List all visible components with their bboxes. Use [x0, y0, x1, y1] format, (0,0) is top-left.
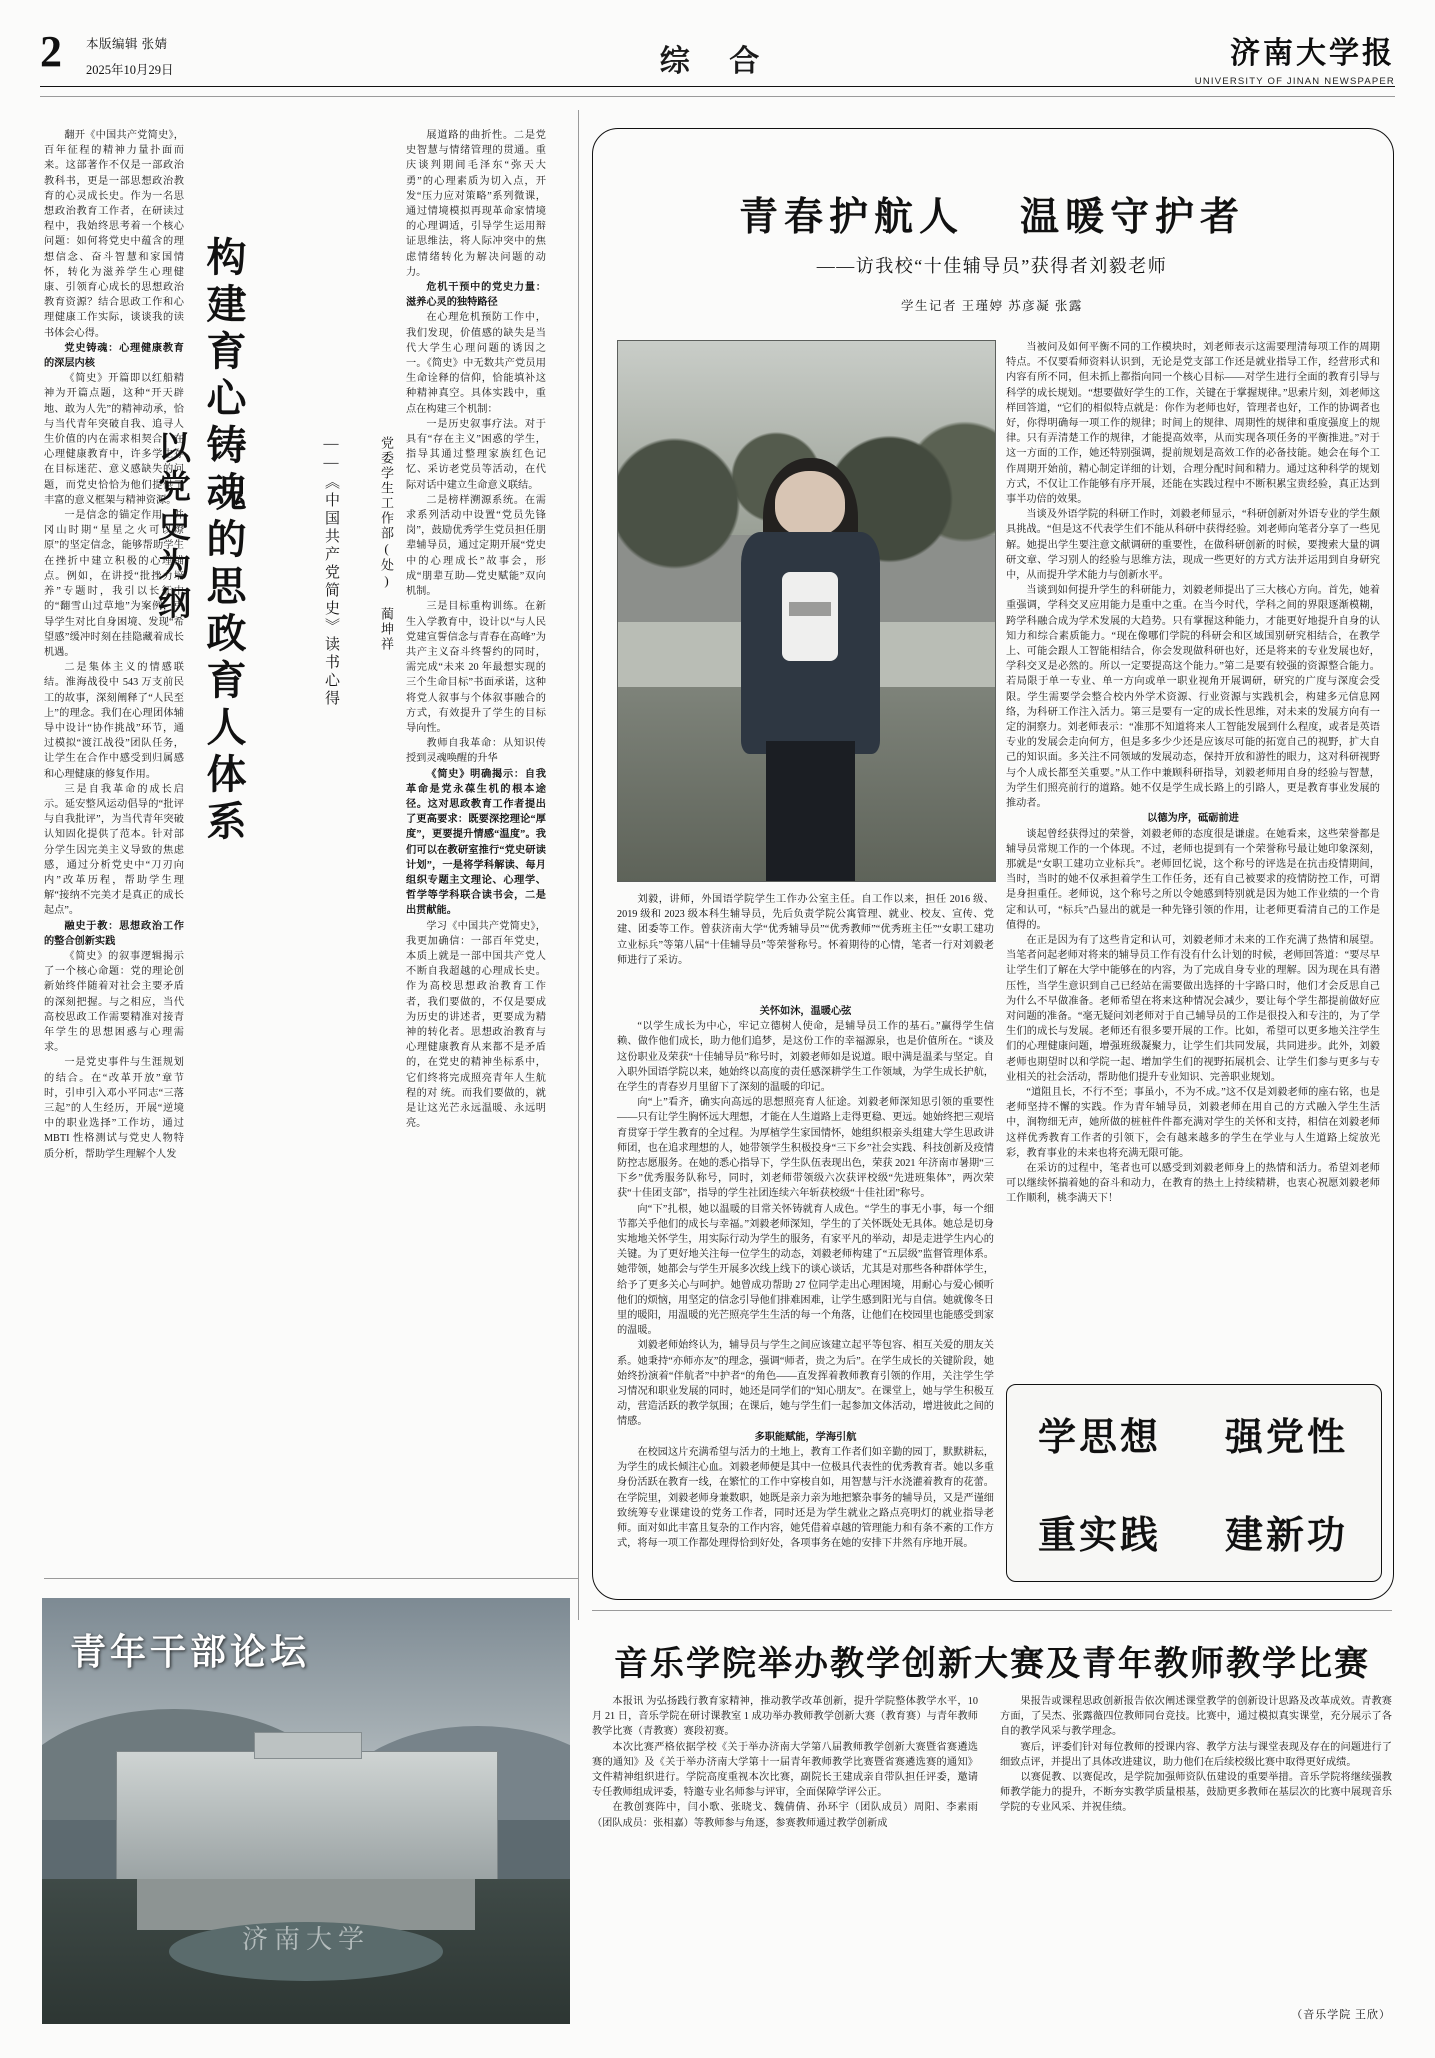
paragraph: “以学生成长为中心，牢记立德树人使命，是辅导员工作的基石。”赢得学生信赖、做作他们成长，助力他们追梦，是这份工作的幸福源泉，也是价值所在。“谈及这份职业及荣获“十佳辅导员”称号时，刘毅老师如是说道。眼中满是温柔与坚定。自入职外国语学院以来，她始终以高度的责任感深耕学生工作领域，为学生成长护航，在学生的青春岁月里留下了深刻的温暖的印记。: [617, 1021, 994, 1094]
paragraph: 一是信念的锚定作用。并冈山时期“星星之火可以燎原”的坚定信念，能够帮助学生在挫折中建立积极的心理锚点。例如，在讲授“批挫力培养”专题时，我引以长征中的“翻雪山过草地”为案例，引导学生对比自身困境、发现“希望感”缓冲时刻在挂隐藏着成长机遇。: [44, 510, 184, 658]
music-article-column-1: [592, 1694, 978, 1994]
paragraph: 学习《中国共产党简史》，我更加确信：一部百年党史，本质上就是一部中国共产党人不断自我超越的心理成长史。作为高校思想政治教育工作者，我们要做的，不仅是要成为历史的讲述者，更要成为精神的转化者。思想政治教育与心理健康教育从来都不是矛盾的，在党史的精神坐标系中，它们终将完成照亮青年人生航程的对 统。而我们要做的，就是让这光芒永远温暖、永远明亮。: [406, 920, 546, 1130]
feature-column-2: [1006, 340, 1380, 1372]
paragraph: 一是历史叙事疗法。对于具有“存在主义”困惑的学生，指导其通过整理家族红色记忆、采访老党员等活动，在代际对话中建立生命意义联结。: [406, 418, 546, 491]
paragraph: 本报讯 为弘扬践行教育家精神，推动教学改革创新，提升学院整体教学水平，10 月 21 日，音乐学院在研讨课教室 1 成功举办教师教学创新大赛（教育赛）与青年教师教学比赛（青教赛）赛段初赛。: [592, 1696, 978, 1738]
feature-column-1: [617, 1004, 994, 1574]
feature-title-right: 温暖守护者: [1020, 196, 1246, 239]
paragraph: 刘毅老师始终认为，辅导员与学生之间应该建立起平等包容、相互关爱的朋友关系。她秉持“亦师亦友”的理念，强调“师者，贵之为后”。在学生成长的关键阶段，她始终扮演着“伴航者”中护者“的角色——直发挥着教师教育引领的作用，关注学生学习情况和职业发展的同时，她还是同学们的“知心朋友”。在课堂上，她与学生积极互动，营造活跃的教学氛围；在课后，她与学生们一起参加文体活动，增进彼此之间的情感。: [617, 1340, 994, 1428]
paragraph: 二是榜样溯源系统。在需求系列活动中设置“党员先锋岗”，鼓励优秀学生党员担任朋辈辅导员，通过定期开展“党史中的心理成长”故事会，形成“朋辈互助—党史赋能”双向机制。: [406, 494, 546, 598]
paragraph: 在采访的过程中，笔者也可以感受到刘毅老师身上的热情和活力。希望刘老师可以继续怀揣着她的奋斗和动力，在教育的热土上持续精耕，也衷心祝愿刘毅老师工作顺利，桃李满天下！: [1006, 1162, 1380, 1205]
paragraph: 当谈到如何提升学生的科研能力，刘毅老师提出了三大核心方向。首先，她着重强调，学科交叉应用能力是重中之重。在当今时代，学科之间的界限逐渐模糊，跨学科融合成为学术发展的大趋势。只有掌握这种能力，才能更好地提升自身的认知力和综合素质能力。“现在像哪们学院的科研会和区域国别研究相结合，在教学上、可能会跟人工智能相结合，你会发现做科研也好，还是将来的专业发展也好，学科交叉是必然的。所以一定要提高这个能力。”第二是要有较强的资源整合能力。若局限于单一专业、单一方向或单一职业视角开展调研，研究的广度与深度会受限。学生需要学会整合校内外学术资源、行业资源与实践机会，构建多元信息网络，为科研工作注入活力。第三是要有一定的成长性思维，对未来的发展方向有一定的洞察力。刘老师表示：“准那不知道将来人工智能发展到什么程度，或者是英语专业的发展会走向何方，但是多多少少还是应该尽可能的拓宽自己的视野，扩大自己的知识面。多关注不同领域的发展动态，保持开放和游性的眼力，这对科研视野与个人成长都至关重要。”从工作中兼顾科研指导，刘毅老师用自身的经验与智慧，为学生们照亮前行的道路。她不仅是学生成长路上的引路人，更是教育事业发展的推动者。: [1006, 585, 1380, 810]
left-feature-author-wrap: [376, 436, 396, 736]
date-line: 2025年10月29日: [86, 63, 174, 77]
photo-person-legs: [766, 741, 855, 882]
paragraph: 向“下”扎根，她以温暖的目常关怀铸就育人成色。“学生的事无小事，每一个细节都关乎他们的成长与幸福。”刘毅老师深知，学生的了关怀既处无具体。她总是切身实地地关怀学生，用实际行动为学生的服务，有家平凡的举动，却是走进学生内心的关键。为了更好地关注每一位学生的动态，刘毅老师构建了“五层级”监督管理体系。她带领，她都会与学生开展多次线上线下的谈心谈话，尤其是对那些各种群体学生，给予了更多关心与呵护。她曾成功帮助 27 位同学走出心理困境，用耐心与爱心倾听他们的烦恼，用坚定的信念引导他们排难困难，让学生感到阳光与自信。她就像冬日里的暖阳，用温暖的光芒照亮学生生活的每一个角落，让他们在校园里也能感受到家的温暖。: [617, 1203, 994, 1337]
paragraph: 赛后，评委们针对每位教师的授课内容、教学方法与课堂表现及存在的问题进行了细致点评，并提出了具体改进建议，助力他们在后续校级比赛中取得更好成绩。: [1000, 1741, 1392, 1768]
feature-subheading: 多职能赋能，学海引航: [754, 1431, 857, 1443]
feature-subheading: 关怀如沐，温暖心弦: [759, 1006, 852, 1017]
right-section-divider: [592, 1610, 1392, 1611]
paragraph: 教师自我革命：从知识传授到灵魂唤醒的升华: [406, 738, 546, 765]
paragraph: 《简史》开篇即以红船精神为开篇点题，这种“开天辟地、敢为人先”的精神动承，恰与当代青年突破自我、追寻人生价值的内在需求相契合。在心理健康教育中，许多学生存在目标迷茫、意义感缺失的问题，而党史恰恰为他们提供了丰富的意义框架与精神资源。: [44, 373, 184, 506]
photo-watermark: 济南大学: [241, 1925, 370, 1954]
left-section-divider: [44, 1578, 578, 1579]
paragraph: 翻开《中国共产党简史》，百年征程的精神力量扑面而来。这部著作不仅是一部政治教科书，更是一部思想政治教育的心灵成长史。作为一名思想政治教育工作者，在研读过程中，我始终思考着一个核心问题：如何将党史中蕴含的理想信念、奋斗智慧和家国情怀，转化为滋养学生心理健康、引领育心成长的思想政治教育资源？结合思政工作和心理健康工作实际，谈谈我的读书体会心得。: [44, 130, 184, 339]
paragraph: 融史于教：思想政治工作的整合创新实践: [44, 920, 184, 947]
music-article-column-2: [1000, 1694, 1392, 1994]
left-feature-title: [196, 236, 316, 936]
feature-subtitle: ——访我校“十佳辅导员”获得者刘毅老师: [816, 256, 1168, 276]
newspaper-brand: [1195, 28, 1395, 87]
youth-forum-photo: [42, 1598, 570, 2024]
paragraph: 在校园这片充满希望与活力的土地上，教育工作者们如辛勤的园丁，默默耕耘，为学生的成长倾注心血。刘毅老师便是其中一位极具代表性的优秀教育者。她以多重身份活跃在教育一线，在繁忙的工作中穿梭自如，用智慧与汗水浇灌着教育的花蕾。在学院里，刘毅老师身兼数职，她既是亲力亲为地把繁杂事务的辅导员，又是严谨细致统筹专业课建设的党务工作者，同时还是为学生就业之路点亮明灯的就业指导老师。面对如此丰富且复杂的工作内容，她凭借着卓越的管理能力和有条不紊的工作方式，将每一项工作都处理得恰到好处，各项事务在她的安排下井然有序地开展。: [617, 1446, 994, 1550]
paragraph: “道阻且长，不行不至；事虽小，不为不成。”这不仅是刘毅老师的座右铭，也是老师坚持不懈的实践。作为青年辅导员，刘毅老师在用自己的方式融入学生生活中，润物细无声，她所做的桩桩件件都充满对学生的关怀和支持，相信在刘毅老师这样优秀教育工作者的引领下，会有越来越多的学生在学业与人生道路上绽放光彩，教育事业的未来也将充满无限可能。: [1006, 1086, 1380, 1159]
paragraph: 危机干预中的党史力量：滋养心灵的独特路径: [406, 282, 546, 309]
paragraph: 在正是因为有了这些肯定和认可，刘毅老师才未来的工作充满了热情和展望。当笔者问起老师对将来的辅导员工作有没有什么计划的时候，老师回答道：“要尽早让学生们了解在大学中能够在的内容，为了完成自身专业的理解。因为现在具有潜压性，当学生意识到自己已经站在需要做出选择的十字路口时，他们才会反思自己为什么不早做准备。老师希望在将来这种情况会减少，要让每个学生都提前做好应对问题的准备。“毫无疑问刘老师对于自己辅导员的工作是很投入和专注的，为了学生们的成长与发展。老师还有很多要开展的工作。比如，希望可以更多地关注学生们的心理健康问题，增强班级凝聚力，让学生们共同发展，共同进步。此外，刘毅老师也期望时以和学院一起、增加学生们的视野拓展机会、让学生们参与更多与专业相关的社会活动，帮助他们提升专业知识、完善职业规划。: [1006, 934, 1380, 1083]
brand-name-cn: 济南大学报: [1230, 37, 1395, 70]
paragraph: 《简史》的叙事逻辑揭示了一个核心命题：党的理论创新始终伴随着对社会主要矛盾的深刻把握。与之相应，当代高校思政工作需要精准对接青年学生的思想困惑与心理需求。: [44, 950, 184, 1054]
paragraph: 一是党史事件与生涯规划的结合。在“改革开放”章节时，引申引入邓小平同志“三落三起”的人生经历，开展“逆境中的职业选择”工作坊，通过 MBTI 性格测试与党史人物特质分析，帮助学生理解个人发: [44, 1057, 184, 1160]
paragraph: 党史铸魂：心理健康教育的深层内核: [44, 342, 184, 370]
music-article-signature: （音乐学院 王欣）: [1291, 2009, 1391, 2021]
left-feature-subtitle: ——《中国共产党简史》读书心得: [323, 436, 339, 708]
paragraph: 谈起曾经获得过的荣誉，刘毅老师的态度很是谦虚。在她看来，这些荣誉都是辅导员常规工作的一个体现。不过，老师也提到有一个荣誉称号最让她印象深刻，那就是“女职工建功立业标兵”。老师回忆说，这个称号的评选是在抗击疫情期间，当时，当时的她不仅承担着学生工作任务，还有自己被要求的疫情防控工作，可谓是身担重任。老师说，这个称号之所以令她感到特别就是因为她工作业绩的一个肯定和认可，“标兵”凸显出的就是一种先锋引领的作用，让老师更看清自己的工作是值得的。: [1006, 828, 1380, 931]
brand-name-en: UNIVERSITY OF JINAN NEWSPAPER: [1194, 76, 1395, 87]
paragraph: 三是自我革命的成长启示。延安整风运动倡导的“批评与自我批评”，为当代青年突破认知固化提供了范本。针对部分学生因完美主义导致的焦虑感，通过分析党史中“刀刃向内”改革历程，帮助学生理解“接纳不完美才是真正的成长起点”。: [44, 783, 184, 917]
left-feature-column-1: [44, 128, 184, 1558]
photo-person: [731, 471, 889, 881]
feature-title: [604, 186, 1380, 242]
paragraph: 当谈及外语学院的科研工作时，刘毅老师显示，“科研创新对外语专业的学生颇具挑战。“但是这不代表学生们不能从科研中获得经验。刘老师向笔者分享了一些见解。她提出学生要注意文献调研的重要性，在做科研创新的时候，要搜索大量的调研文章、学习别人的经验与思维方法，现成一些更好的方式方法并运用到自身研究中，从而提升学术能力与创新水平。: [1006, 509, 1380, 582]
masthead-rule: [40, 86, 1395, 87]
paragraph: 在教创赛阵中，闫小歌、张晓戈、魏倩倩、孙环宇（团队成员）周阳、李素雨（团队成员：张相嘉）等教师参与角逐，参赛教师通过教学创新成: [592, 1802, 978, 1829]
paragraph: 《简史》明确揭示：自我革命是党永葆生机的根本途径。这对思政教育工作者提出了更高要求：既要深挖理论“厚度”，更要提升情感“温度”。我们可以在教研室推行“党史研读计划”，一是将学科解读、每月组织专题主文理论、心理学、哲学等学科联合读书会，二是出贯献能。: [406, 768, 546, 917]
paragraph: 三是目标重构训练。在新生入学教育中，设计以“与人民党建宣誓信念与青春在高峰”为共产主义奋斗终誓约的同时，需完成“未来 20 年最想实现的三个生命目标”书面承诺，这种将党人叙事与个体叙事融合的方式，有效提升了学生的目标导向性。: [406, 601, 546, 734]
slogan-item-2: 强党性: [1224, 1416, 1348, 1459]
paragraph: 展道路的曲折性。二是党史智慧与情绪管理的贯通。重庆谈判期间毛泽东“弥天大勇”的心理素质为切入点，开发“压力应对策略”系列微课，通过情境模拟再现革命家情境的心理调适，引导学生运用辩证思维法，将人际冲突中的焦虑情绪转化为解决问题的动力。: [406, 130, 546, 278]
left-feature-subtitle-wrap: [320, 436, 342, 856]
slogan-item-4: 建新功: [1224, 1514, 1348, 1557]
left-feature-title-line2: 以党史为纲: [153, 430, 189, 625]
music-article-title: 音乐学院举办教学创新大赛及青年教师教学比赛: [614, 1646, 1370, 1683]
left-feature-author: 党委学生工作部(处) 蔺坤祥: [379, 436, 394, 652]
feature-subheading: 以德为序，砥砺前进: [1147, 813, 1239, 825]
photo-person-head: [775, 471, 845, 537]
column-divider-main: [578, 110, 579, 1620]
paragraph: 二是集体主义的情感联结。淮海战役中 543 万支前民工的故事，深刻阐释了“人民至上”的理念。我们在心理团体辅导中设计“协作挑战”环节，通过模拟“渡江战役”团队任务，让学生在合作中感受到归属感和心理健康的修复作用。: [44, 662, 184, 780]
paragraph: 本次比赛严格依据学校《关于举办济南大学第八届教师教学创新大赛暨省赛遴选赛的通知》及《关于举办济南大学第十一届青年教师教学比赛暨省赛遴选赛的通知》文件精神组织进行。学院高度重视本次比赛，副院长王建成亲自带队担任评委，邀请专任教师组成评委，特邀专业名师参与评审，全面保障学评公正。: [592, 1741, 978, 1799]
interview-photo: [617, 340, 996, 882]
slogan-item-3: 重实践: [1037, 1514, 1161, 1557]
paragraph: 以赛促教、以赛促改，是学院加强师资队伍建设的重要举措。音乐学院将继续强教师教学能力的提升，不断夯实教学质量根基，鼓励更多教师在基层次的比赛中展现音乐学院的专业风采、并祝佳绩。: [1000, 1772, 1392, 1814]
editor-line: 本版编辑 张婧: [86, 37, 168, 51]
header-divider: [40, 96, 1395, 97]
paragraph: 在心理危机预防工作中，我们发现，价值感的缺失是当代大学生心理问题的诱因之一。《简史》中无数共产党员用生命诠释的信仰，恰能填补这种精神真空。具体实践中，重点在构建三个机制：: [406, 312, 546, 415]
slogan-grid: [1006, 1384, 1380, 1580]
section-title: 综 合: [659, 45, 776, 78]
feature-byline: 学生记者 王瑾婷 苏彦凝 张露: [901, 299, 1083, 313]
photo-person-jacket: [741, 532, 880, 754]
photo-person-shirt: [782, 572, 838, 661]
paragraph: 向“上”看齐，确实向高远的思想照亮育人征途。刘毅老师深知思引领的重要性——只有让学生胸怀远大理想，才能在人生道路上走得更稳、更远。她始终把三观培育贯穿于学生教育的全过程。为厚植学生家国情怀，她组织根亲头组建大学生思政讲师团，也在追求理想的人，她带领学生积极投身“三下乡”社会实践、科技创新及疫情防控志愿服务。在她的悉心指导下，学生队伍表现出色，荣获 2021 年济南市暑期“三下乡”优秀服务队称号，同时，刘老师带领级六次获评校级“先进班集体”，两次荣获“十佳团支部”，指导的学生社团连续六年斩获校级“十佳社团”称号。: [617, 1097, 994, 1200]
paragraph: 当被问及如何平衡不同的工作模块时，刘老师表示这需要理清每项工作的周期特点。不仅要看师资料认识到，无论是党支部工作还是就业指导工作，经营形式和内容有所不同，但未抓上都指向同一个核心目标——对学生进行全面的教育引导与科学的成长规划。“想要做好学生的工作，关键在于掌握规律。”思索片刻，刘老师这样回答道，“它们的相似特点就是：你作为老师也好，管理者也好，工作的协调者也好，你得明确每一项工作的规律；时间上的规律、周期性的规律和重度强度上的规律。只有弄清楚工作的规律，才能提高效率，从而实现各项任务的平衡推进。”对于这一方面的工作，她还特别强调，提前规划是高效工作的必备技能。她会在每个工作周期开始前，精心制定详细的计划，合理分配时间和精力。通过这种科学的规划方式，不仅让工作能够有序开展，还能在实践过程中不断积累宝贵经验，真正达到事半功倍的效果。: [1006, 342, 1380, 506]
interview-photo-caption: 刘毅，讲师，外国语学院学生工作办公室主任。自工作以来，担任 2016 级、2019 级和 2023 级本科生辅导员，先后负责学院公寓管理、就业、校友、宣传、党建、团委等工作。曾获济南大学“优秀辅导员”“优秀教师”“优秀班主任”“女职工建功立业标兵”等第八届“十佳辅导员”等荣誉称号。怀着期待的心情，笔者一行对刘毅老师进行了采访。: [617, 894, 994, 966]
page-number: 2: [40, 27, 62, 76]
paragraph: 果报告或课程思政创新报告依次阐述课堂教学的创新设计思路及改革成效。青教赛方面，了吴杰、张露薇四位教师同台竞技。比赛中，通过模拟真实课堂，充分展示了各自的教学风采与教学理念。: [1000, 1696, 1392, 1738]
photo-building: [116, 1751, 498, 1881]
masthead: [40, 28, 1395, 94]
feature-title-left: 青春护航人: [738, 196, 964, 239]
left-feature-title-line1: 构建育心铸魂的思政育人体系: [201, 236, 246, 847]
left-feature-column-2: [406, 128, 546, 1558]
youth-forum-banner-title: 青年干部论坛: [70, 1632, 311, 1672]
slogan-item-1: 学思想: [1037, 1416, 1161, 1459]
